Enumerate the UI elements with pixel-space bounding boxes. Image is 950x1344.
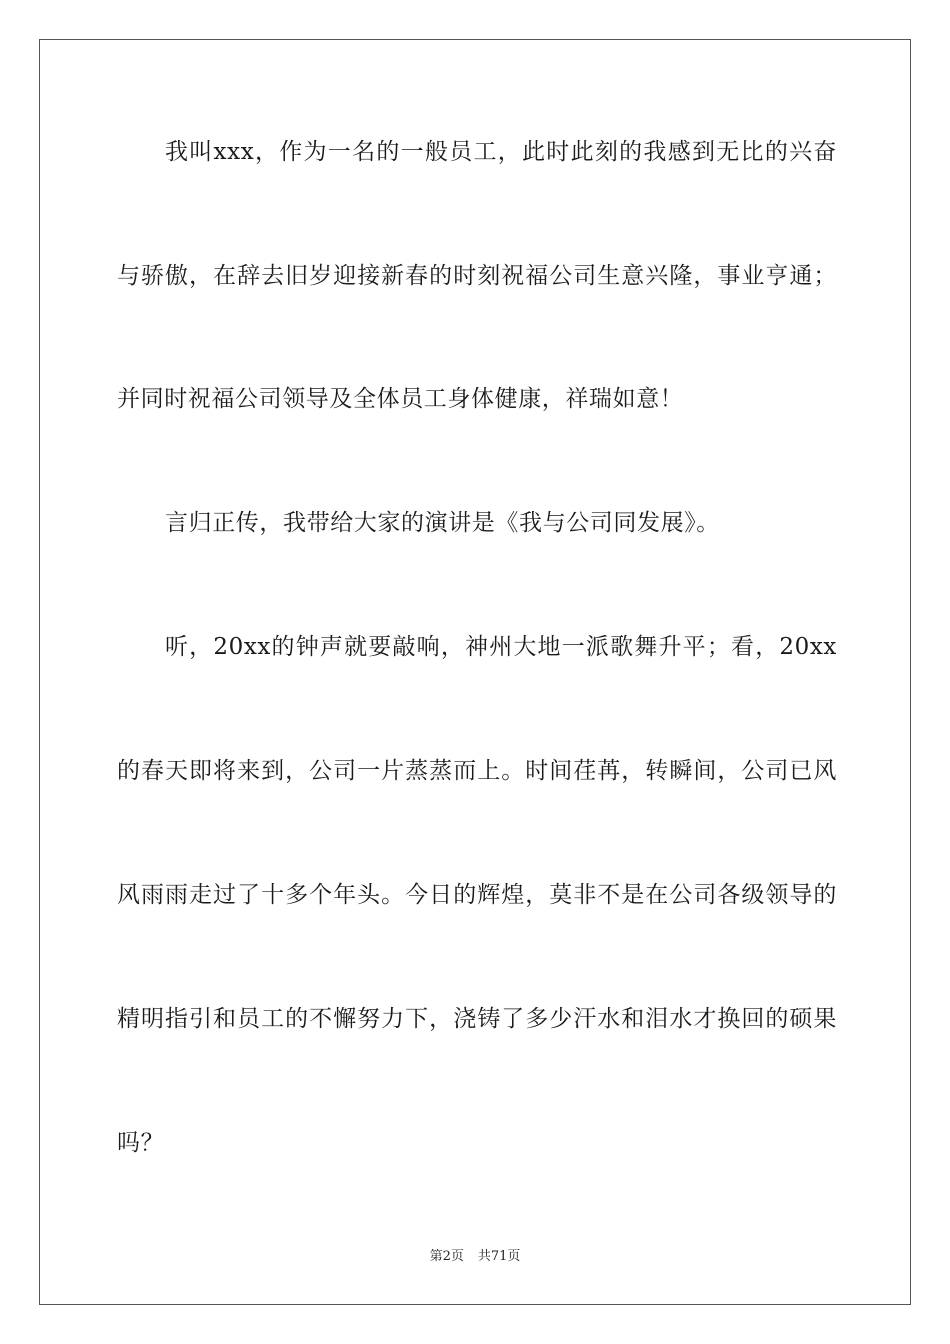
paragraph-3-line-1: 听，20xx的钟声就要敲响，神州大地一派歌舞升平；看，20xx — [165, 634, 837, 660]
page-footer — [0, 1249, 950, 1265]
paragraph-3-line-5: 吗？ — [117, 1130, 165, 1156]
paragraph-1-line-1: 我叫xxx，作为一名的一般员工，此时此刻的我感到无比的兴奋 — [165, 139, 837, 165]
paragraph-3-line-4: 精明指引和员工的不懈努力下，浇铸了多少汗水和泪水才换回的硕果 — [117, 1006, 837, 1032]
paragraph-3-line-3: 风雨雨走过了十多个年头。今日的辉煌，莫非不是在公司各级领导的 — [117, 882, 837, 908]
page-number: 第2页 — [429, 1249, 464, 1264]
paragraph-1-line-2: 与骄傲，在辞去旧岁迎接新春的时刻祝福公司生意兴隆，事业亨通； — [117, 263, 837, 289]
page-border — [39, 39, 911, 1305]
paragraph-1-line-3: 并同时祝福公司领导及全体员工身体健康，祥瑞如意！ — [117, 386, 684, 412]
paragraph-3-line-2: 的春天即将来到，公司一片蒸蒸而上。时间荏苒，转瞬间，公司已风 — [117, 758, 837, 784]
paragraph-2-line-1: 言归正传，我带给大家的演讲是《我与公司同发展》。 — [165, 510, 720, 536]
page-total: 共71页 — [477, 1249, 521, 1264]
